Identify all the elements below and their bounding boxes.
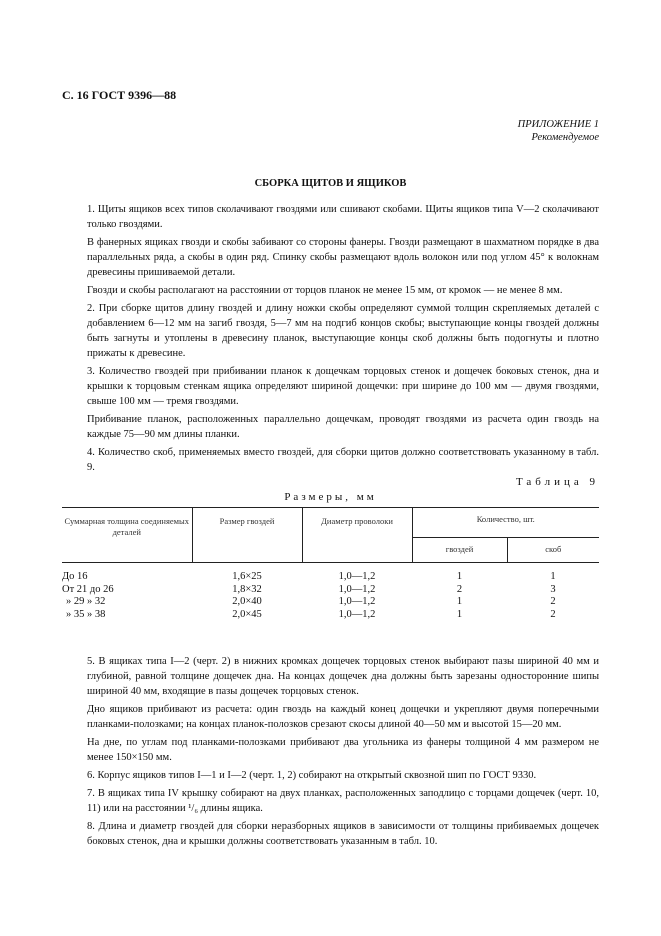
paragraph: 7. В ящиках типа IV крышку собирают на двух планках, расположенных заподлицо с торцами дощечек (черт. 10, 11) или на расстоянии ¹/₆ длины ящика.: [87, 788, 599, 814]
table-number: Таблица 9: [515, 476, 599, 488]
table-header-nail-size: Размер гвоздей: [192, 508, 302, 563]
cell-staples: 2: [550, 608, 556, 620]
cell-wire-diameter: 1,0—1,2: [338, 596, 376, 607]
cell-thickness: » 35 » 38: [66, 608, 106, 620]
paragraph: Прибивание планок, расположенных параллельно дощечкам, проводят гвоздями из расчета один гвоздь на каждые 75—90 мм длины планки.: [87, 414, 599, 440]
table-9: [62, 507, 599, 631]
table-header-thickness: Суммарная толщина соединяемых деталей: [62, 508, 192, 563]
page-header: С. 16 ГОСТ 9396—88: [62, 88, 177, 102]
table-row: [62, 596, 599, 609]
cell-nail-size: 2,0×40: [232, 596, 262, 607]
paragraph: На дне, по углам под планками-полозками прибивают два угольника из фанеры толщиной 4 мм размером не менее 150×150 мм.: [87, 737, 599, 763]
cell-staples: 2: [550, 596, 556, 607]
paragraph: 1. Щиты ящиков всех типов сколачивают гвоздями или сшивают скобами. Щиты ящиков типа V—2 сколачивают только гвоздями.: [87, 204, 599, 230]
table-row: [62, 609, 599, 622]
appendix-note: Рекомендуемое: [531, 132, 599, 143]
table-header-nails: гвоздей: [412, 538, 507, 563]
paragraph: 6. Корпус ящиков типов I—1 и I—2 (черт. 1, 2) собирают на открытый сквозной шип по ГОСТ 9330.: [87, 770, 537, 781]
cell-thickness: От 21 до 26: [62, 583, 114, 595]
cell-nails: 1: [456, 571, 463, 582]
cell-nails: 1: [456, 596, 463, 607]
table-header-quantity: Количество, шт.: [412, 508, 599, 538]
paragraph: 8. Длина и диаметр гвоздей для сборки неразборных ящиков в зависимости от толщины прибиваемых дощечек боковых стенок, дна и крышки должны соответствовать указанным в табл. 10.: [87, 821, 599, 847]
paragraph: 3. Количество гвоздей при прибивании планок к дощечкам торцовых стенок и дощечек боковых стенок, дна и крышки к торцовым стенкам ящика определяют шириной дощечки: при ширине до 100 мм — двумя гвоздями, свыше 100 мм — тремя гвоздями.: [87, 366, 599, 407]
appendix-label: ПРИЛОЖЕНИЕ 1: [517, 119, 599, 130]
cell-nail-size: 1,6×25: [232, 571, 262, 582]
cell-wire-diameter: 1,0—1,2: [338, 608, 376, 620]
paragraph: 5. В ящиках типа I—2 (черт. 2) в нижних кромках дощечек торцовых стенок выбирают пазы шириной 40 мм и глубиной, равной толщине дощечек дна. На концах дощечек дна должны быть зарезаны односторонние шипы шириной 40 мм, входящие в пазы дощечек торцовых стенок.: [87, 656, 599, 697]
cell-wire-diameter: 1,0—1,2: [338, 571, 376, 582]
appendix-block: [518, 118, 599, 144]
cell-nail-size: 1,8×32: [232, 583, 262, 595]
table-header-wire-diameter: Диаметр проволоки: [302, 508, 412, 563]
paragraph: В фанерных ящиках гвозди и скобы забивают со стороны фанеры. Гвозди размещают в шахматном порядке в два параллельных ряда, а скобы в один ряд. Спинку скобы размещают вдоль волокон или под углом 45° к волокнам древесины пришиваемой детали.: [87, 237, 599, 278]
body-text-top: [87, 202, 599, 478]
cell-nails: 1: [456, 608, 463, 620]
paragraph: Дно ящиков прибивают из расчета: один гвоздь на каждый конец дощечки и укрепляют двумя поперечными планками-полозками; на концах планок-полозков срезают скосы длиной 40—50 мм и высотой 15—20 мм.: [87, 704, 599, 730]
cell-thickness: » 29 » 32: [66, 596, 106, 607]
paragraph: 2. При сборке щитов длину гвоздей и длину ножки скобы определяют суммой толщин скрепляемых деталей с добавлением 6—12 мм на загиб гвоздя, 5—7 мм на подгиб концов скобы; выступающие концы гвоздей должны быть загнуты и утоплены в древесину планок, выступающие концы скоб должны быть подогнуты и плотно прижаты к древесине.: [87, 303, 599, 359]
table-row: [62, 571, 599, 584]
section-title: СБОРКА ЩИТОВ И ЯЩИКОВ: [254, 178, 407, 189]
cell-thickness: До 16: [62, 571, 88, 582]
paragraph: 4. Количество скоб, применяемых вместо гвоздей, для сборки щитов должно соответствовать указанному в табл. 9.: [87, 447, 599, 473]
table-header-staples: скоб: [507, 538, 599, 563]
table-row: [62, 584, 599, 597]
cell-staples: 3: [550, 583, 556, 595]
table-units: Размеры, мм: [284, 491, 377, 503]
body-text-bottom: [87, 654, 599, 852]
cell-nail-size: 2,0×45: [232, 608, 262, 620]
cell-wire-diameter: 1,0—1,2: [338, 583, 376, 595]
cell-nails: 2: [456, 583, 463, 595]
cell-staples: 1: [550, 571, 556, 582]
paragraph: Гвозди и скобы располагают на расстоянии от торцов планок не менее 15 мм, от кромок — не менее 8 мм.: [87, 285, 563, 296]
